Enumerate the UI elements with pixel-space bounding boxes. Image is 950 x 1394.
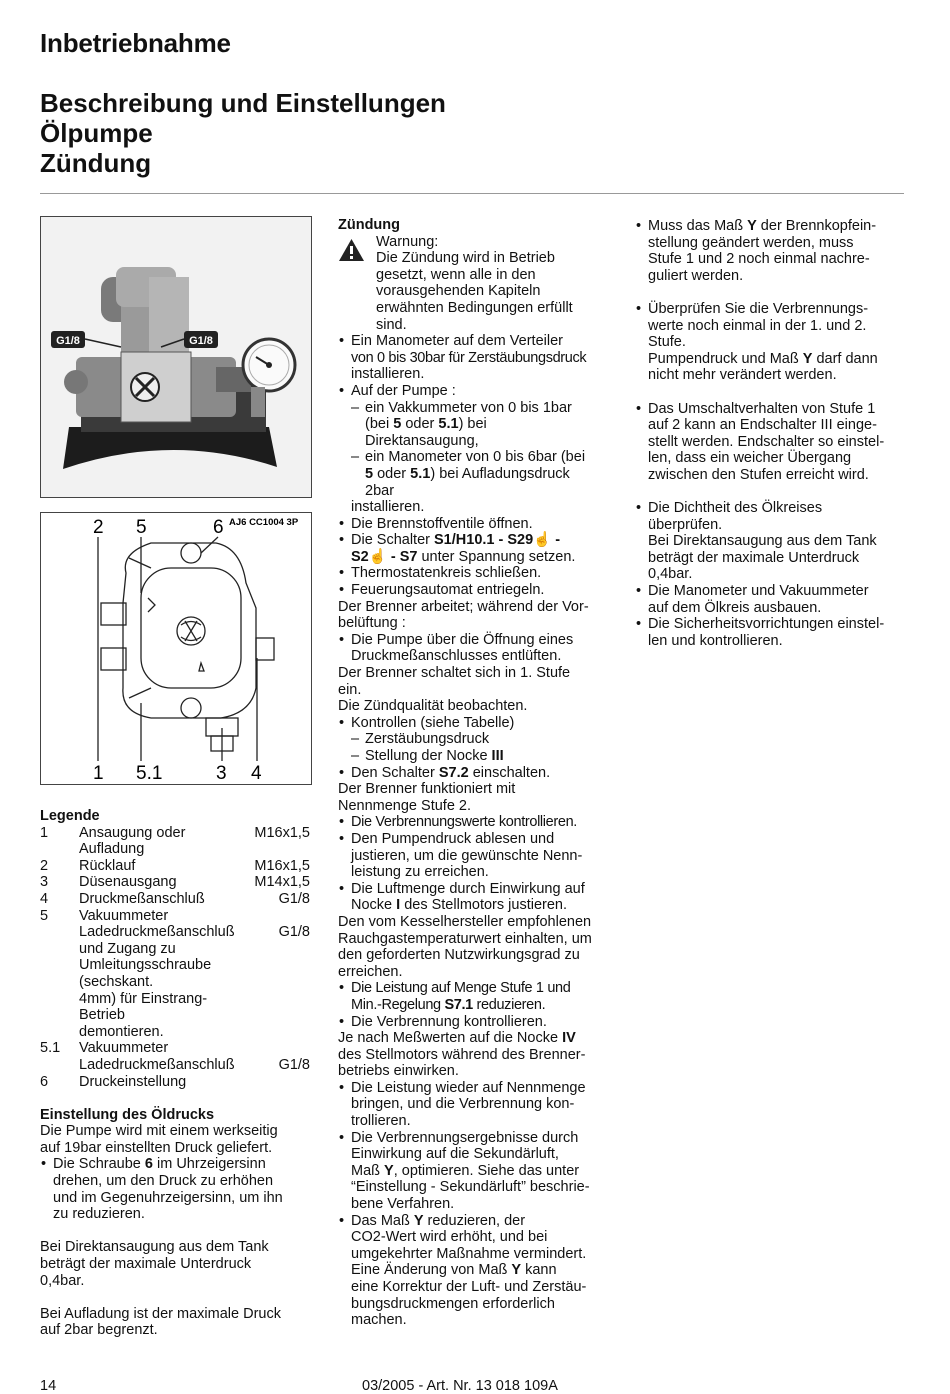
legend-row: 4 Druckmeßanschluß G1/8 <box>40 890 310 907</box>
paragraph: Den vom Kesselhersteller empfohlenen Rauchgastemperaturwert einhalten, um den geforderten Nutzwirkungsgrad zu erreichen. <box>338 913 592 980</box>
list-item: • Ein Manometer auf dem Verteiler von 0 bis 30bar für Zerstäubungsdruck installieren. <box>338 333 613 383</box>
legend-row: und Zugang zu <box>79 940 176 957</box>
paragraph: Bei Aufladung ist der maximale Druck auf 2bar begrenzt. <box>40 1305 281 1339</box>
list-item: • Die Schalter S1/H10.1 - S29☝ - S2☝ - S7 unter Spannung setzen. <box>338 532 613 565</box>
list-item: • Die Brennstoffventile öffnen. <box>338 516 613 533</box>
header-divider <box>40 193 904 194</box>
list-item: – ein Vakkummeter von 0 bis 1bar (bei 5 oder 5.1) bei Direktansaugung, <box>338 400 613 450</box>
adjustment-section <box>635 218 907 649</box>
list-item: • Den Pumpendruck ablesen und justieren, um die gewünschte Nenn- leistung zu erreichen. <box>338 831 613 881</box>
list-item: – ein Manometer von 0 bis 6bar (bei 5 oder 5.1) bei Aufladungsdruck 2bar <box>338 449 613 499</box>
list-item: • Die Verbrennungsergebnisse durch Einwirkung auf die Sekundärluft, Maß Y, optimieren. Siehe das unter “Einstellung - Sekundärluft” beschrie- bene Verfahren. <box>338 1130 613 1213</box>
hand-icon: ☝ <box>368 548 387 565</box>
legend-row: 5.1 Vakuummeter <box>40 1040 169 1057</box>
legend-row: 6 Druckeinstellung <box>40 1073 187 1090</box>
paragraph: Der Brenner arbeitet; während der Vor- belüftung : <box>338 598 589 632</box>
ignition-section <box>338 217 613 1329</box>
paragraph: Je nach Meßwerten auf die Nocke IV des Stellmotors während des Brenner- betriebs einwirken. <box>338 1030 586 1080</box>
list-item: – Zerstäubungsdruck <box>338 731 613 748</box>
list-item: • Überprüfen Sie die Verbrennungs- werte noch einmal in der 1. und 2. Stufe. Pumpendruck und Maß Y darf dann nicht mehr verändert werden. <box>635 301 907 384</box>
callout-2: 2 <box>93 517 104 538</box>
oil-pressure-intro: Die Pumpe wird mit einem werkseitig auf 19bar einstellten Druck geliefert. <box>40 1123 278 1156</box>
callout-3: 3 <box>216 763 227 784</box>
legend-section <box>40 808 310 1339</box>
list-item: • Die Pumpe über die Öffnung eines Druckmeßanschlusses entlüften. <box>338 632 613 665</box>
pump-schematic-drawing <box>41 513 311 784</box>
list-item: • Das Umschaltverhalten von Stufe 1 auf 2 kann an Endschalter III einge- stellt werden. Endschalter so einstel- len, dass ein weicher Übergang zwischen den Stufen erreicht wird. <box>635 401 907 484</box>
paragraph: installieren. <box>351 499 425 516</box>
paragraph: Der Brenner funktioniert mit Nennmenge Stufe 2. <box>338 781 516 814</box>
legend-row: 1 Ansaugung oder M16x1,5 <box>40 824 310 841</box>
paragraph: Bei Direktansaugung aus dem Tank beträgt der maximale Unterdruck 0,4bar. <box>40 1239 269 1289</box>
port-label-left: G1/8 <box>56 335 80 347</box>
pump-schematic <box>40 512 312 785</box>
legend-row: Ladedruckmeßanschluß G1/8 <box>79 1056 310 1073</box>
list-item: • Feuerungsautomat entriegeln. <box>338 582 613 599</box>
page-title: Inbetriebnahme <box>40 28 231 58</box>
list-item: • Das Maß Y reduzieren, der CO2-Wert wird erhöht, und bei umgekehrter Maßnahme vermindert. Eine Änderung von Maß Y kann eine Korrektur der Luft- und Zerstäu- bungsdruckmengen erforderlich machen. <box>338 1213 613 1329</box>
paragraph: Der Brenner schaltet sich in 1. Stufe ein. Die Zündqualität beobachten. <box>338 665 571 715</box>
list-item: • Den Schalter S7.2 einschalten. <box>338 765 613 782</box>
legend-row: Aufladung <box>79 841 145 858</box>
list-item: • Die Schraube 6 im Uhrzeigersinn drehen, um den Druck zu erhöhen und im Gegenuhrzeigersinn, um ihn zu reduzieren. <box>40 1156 310 1222</box>
pump-photo <box>40 216 312 498</box>
list-item: – Stellung der Nocke III <box>338 748 613 765</box>
list-item: • Die Manometer und Vakuummeter auf dem Ölkreis ausbauen. <box>635 583 907 616</box>
callout-1: 1 <box>93 763 104 784</box>
callout-5-1: 5.1 <box>136 763 163 784</box>
list-item: • Thermostatenkreis schließen. <box>338 565 613 582</box>
list-item: • Die Leistung auf Menge Stufe 1 und Min.-Regelung S7.1 reduzieren. <box>338 980 613 1013</box>
list-item: • Muss das Maß Y der Brennkopfein- stellung geändert werden, muss Stufe 1 und 2 noch einmal nachre- guliert werden. <box>635 218 907 284</box>
legend-row: 3 Düsenausgang M14x1,5 <box>40 874 310 891</box>
ignition-title: Zündung <box>338 217 401 233</box>
section-heading: Beschreibung und Einstellungen Ölpumpe Zündung <box>40 88 446 178</box>
list-item: • Die Leistung wieder auf Nennmenge bringen, und die Verbrennung kon- trollieren. <box>338 1080 613 1130</box>
legend-row: Umleitungsschraube (sechskant. <box>79 957 212 990</box>
pump-photo-illustration <box>41 217 311 497</box>
legend-row: demontieren. <box>79 1023 164 1040</box>
page-number: 14 <box>40 1378 57 1394</box>
list-item: • Die Verbrennungswerte kontrollieren. <box>338 814 613 831</box>
article-number: 03/2005 - Art. Nr. 13 018 109A <box>362 1378 558 1394</box>
warning-icon <box>338 238 365 262</box>
list-item: • Die Sicherheitsvorrichtungen einstel- len und kontrollieren. <box>635 616 907 649</box>
legend-row: 5 Vakuummeter <box>40 907 169 924</box>
oil-pressure-title: Einstellung des Öldrucks <box>40 1106 215 1123</box>
legend-row: 4mm) für Einstrang-Betrieb <box>79 990 208 1024</box>
port-label-right: G1/8 <box>189 335 213 347</box>
figure-code: AJ6 CC1004 3P <box>229 517 299 528</box>
hand-icon: ☝ <box>533 532 552 549</box>
callout-6: 6 <box>213 517 224 538</box>
warning-block: Warnung: Die Zündung wird in Betrieb gesetzt, wenn alle in den vorausgehenden Kapiteln erwähnten Bedingungen erfüllt sind. <box>338 234 613 334</box>
legend-row: 2 Rücklauf M16x1,5 <box>40 857 310 874</box>
list-item: • Die Dichtheit des Ölkreises überprüfen. Bei Direktansaugung aus dem Tank beträgt der maximale Unterdruck 0,4bar. <box>635 500 907 583</box>
list-item: • Die Luftmenge durch Einwirkung auf Nocke I des Stellmotors justieren. <box>338 881 613 914</box>
callout-4: 4 <box>251 763 262 784</box>
list-item: • Kontrollen (siehe Tabelle) <box>338 715 613 732</box>
callout-5: 5 <box>136 517 147 538</box>
legend-row: Ladedruckmeßanschluß G1/8 <box>79 924 310 941</box>
list-item: • Auf der Pumpe : <box>338 383 613 400</box>
list-item: • Die Verbrennung kontrollieren. <box>338 1014 613 1031</box>
legend-title: Legende <box>40 808 100 824</box>
